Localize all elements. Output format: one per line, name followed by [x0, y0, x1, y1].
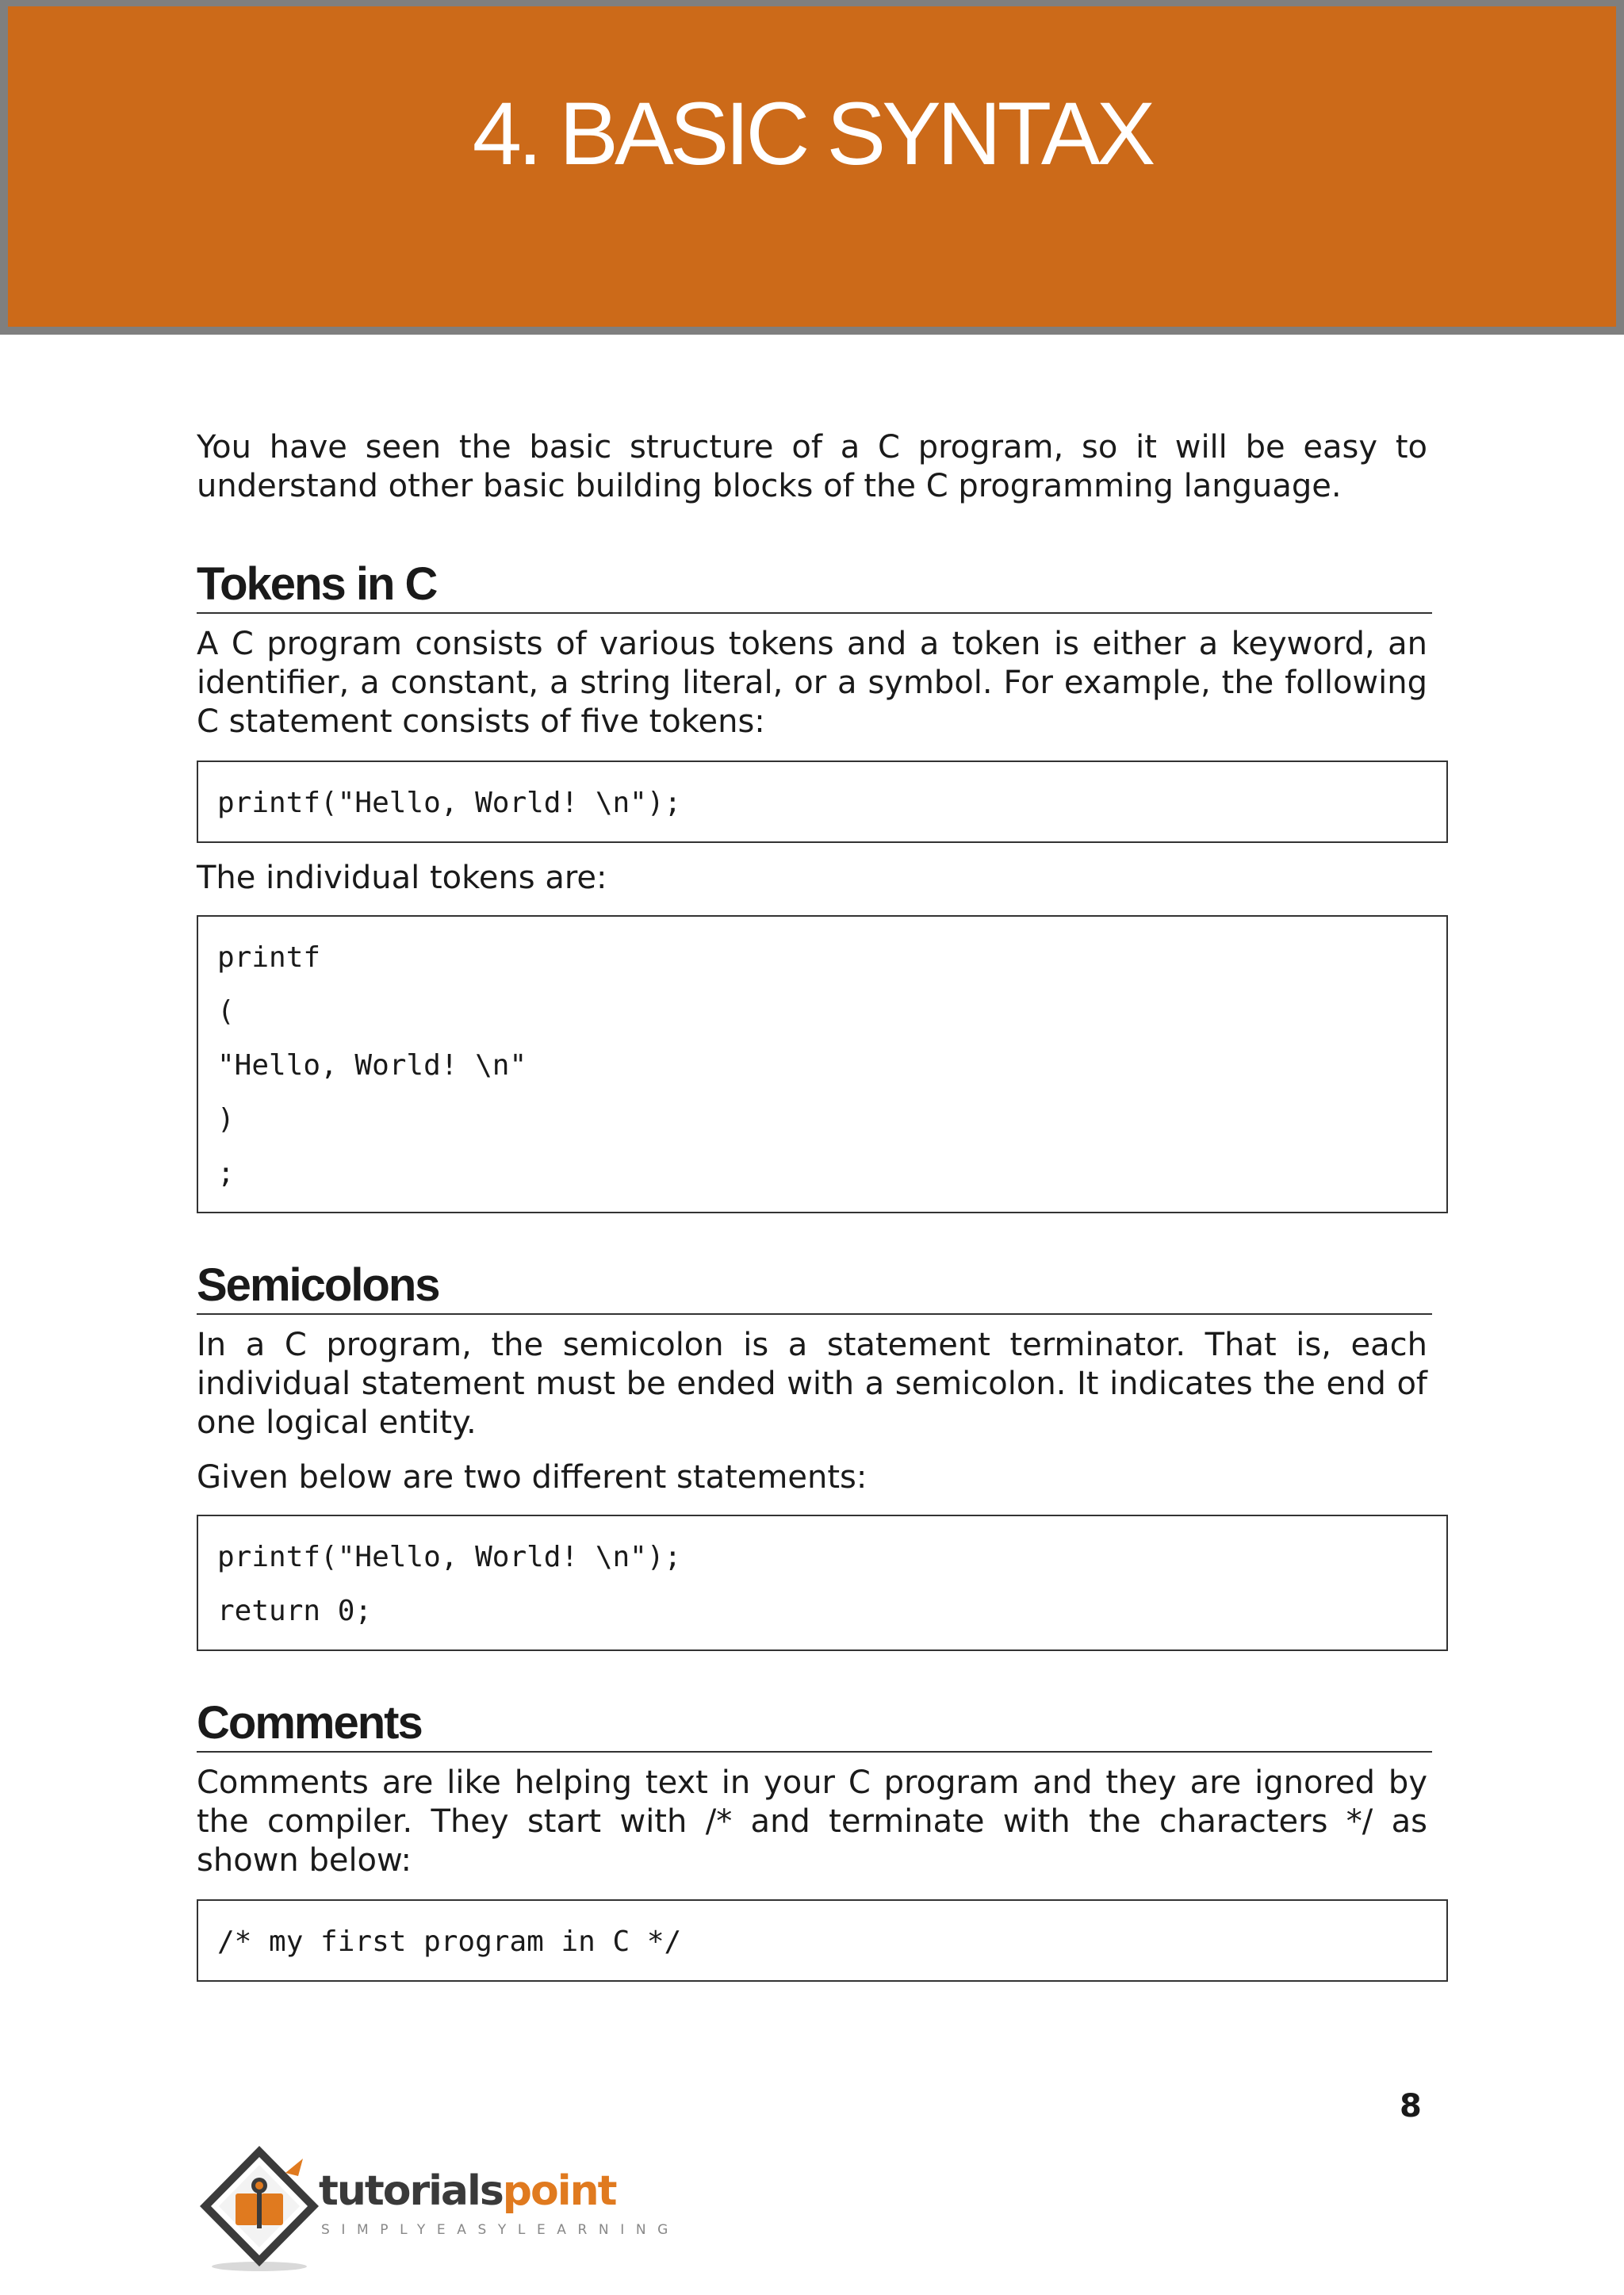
tokens-list-label: The individual tokens are: — [197, 860, 607, 896]
code-line: printf("Hello, World! \n"); — [217, 1541, 682, 1573]
page-content — [197, 428, 1427, 1982]
code-line: ) — [217, 1103, 235, 1136]
semicolons-code-block — [197, 1515, 1448, 1651]
comments-code-block — [197, 1899, 1448, 1982]
code-line: return 0; — [217, 1595, 373, 1627]
tokens-heading: Tokens in C — [197, 561, 1432, 614]
logo-wordmark — [319, 2167, 616, 2215]
semicolons-heading: Semicolons — [197, 1262, 1432, 1315]
semicolons-paragraph: In a C program, the semicolon is a statement terminator. That is, each individual statement must be ended with a semicolon. It indicates the end of one logical entity. — [197, 1327, 1427, 1441]
code-line: printf("Hello, World! \n"); — [217, 787, 682, 819]
chapter-banner — [0, 0, 1624, 335]
comments-paragraph: Comments are like helping text in your C program and they are ignored by the compiler. They start with /* and terminate with the characters */ as shown below: — [197, 1764, 1427, 1879]
code-line: ( — [217, 995, 235, 1028]
tokens-paragraph: A C program consists of various tokens and a token is either a keyword, an identifier, a constant, a string literal, or a symbol. For example, the following C statement consists of five tokens: — [197, 626, 1427, 740]
tokens-list-code-block — [197, 915, 1448, 1213]
chapter-title: 4. BASIC SYNTAX — [472, 84, 1152, 183]
logo-word-tutorials: tutorials — [319, 2167, 503, 2215]
code-line: printf — [217, 941, 321, 974]
code-line: ; — [217, 1157, 235, 1190]
code-line: "Hello, World! \n" — [217, 1049, 527, 1082]
logo-tagline: SIMPLYEASYLEARNING — [321, 2222, 680, 2238]
tokens-code-block — [197, 761, 1448, 843]
comments-heading: Comments — [197, 1700, 1432, 1753]
semicolons-list-label: Given below are two different statements: — [197, 1459, 868, 1496]
logo-word-point: point — [502, 2167, 616, 2215]
intro-paragraph: You have seen the basic structure of a C program, so it will be easy to understand other basic building blocks of the C programming language. — [197, 429, 1427, 504]
logo-diamond-icon — [192, 2141, 327, 2276]
page-number: 8 — [1400, 2088, 1422, 2125]
code-line: /* my first program in C */ — [217, 1925, 682, 1958]
